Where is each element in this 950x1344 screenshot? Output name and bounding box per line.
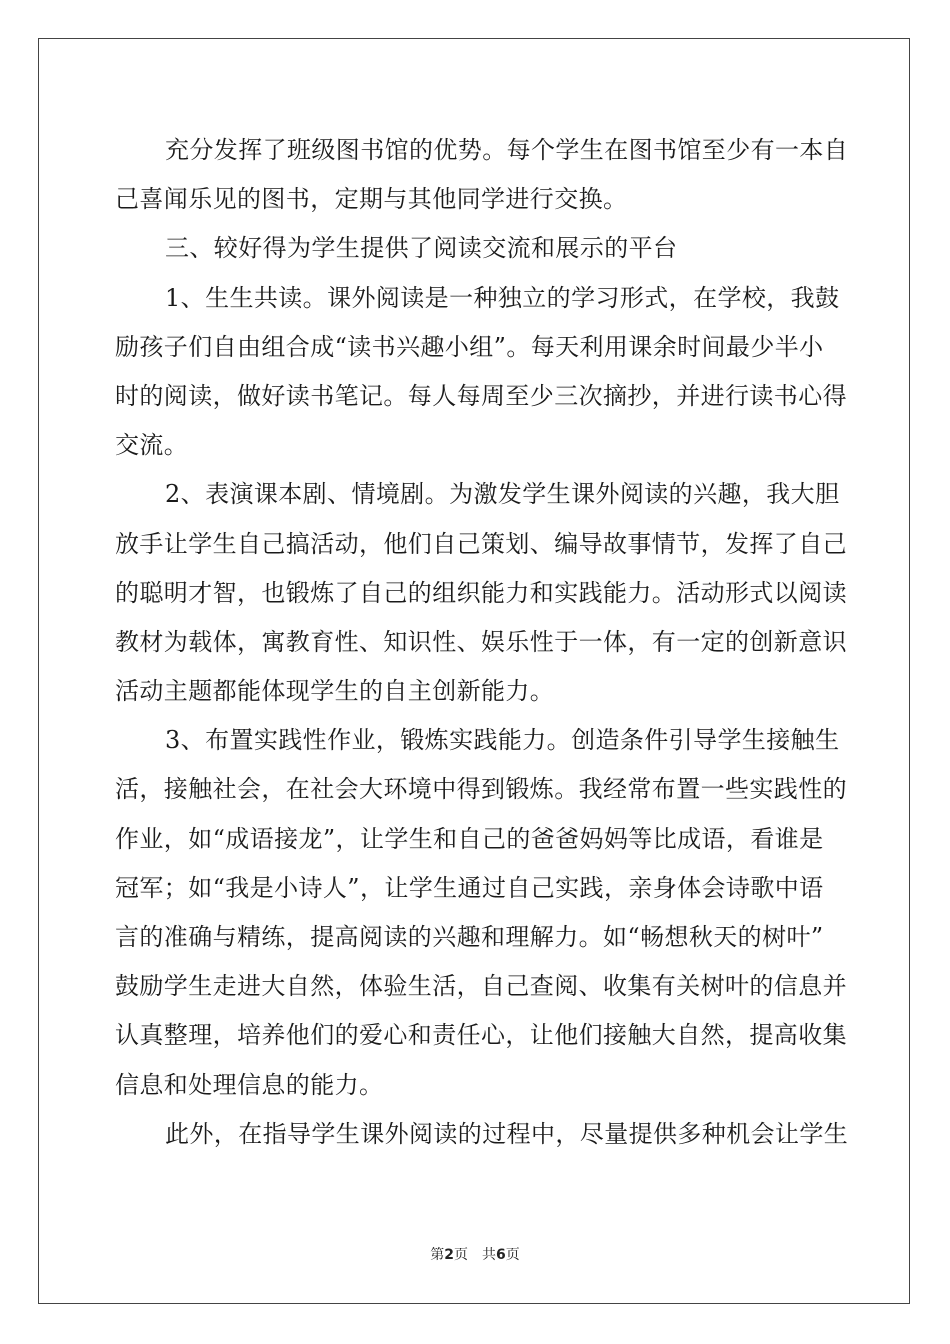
text-line: 放手让学生自己搞活动，他们自己策划、编导故事情节，发挥了自己 [115, 529, 847, 558]
page-number-label: 第2页 [430, 1247, 468, 1263]
text-line: 3、布置实践性作业，锻炼实践能力。创造条件引导学生接触生 [165, 726, 840, 755]
section-heading: 三、较好得为学生提供了阅读交流和展示的平台 [165, 234, 678, 263]
text-line: 己喜闻乐见的图书，定期与其他同学进行交换。 [115, 185, 628, 214]
text-line: 活，接触社会，在社会大环境中得到锻炼。我经常布置一些实践性的 [115, 775, 847, 804]
text-line: 时的阅读，做好读书笔记。每人每周至少三次摘抄，并进行读书心得 [115, 381, 847, 410]
text-line: 言的准确与精练，提高阅读的兴趣和理解力。如“畅想秋天的树叶” [115, 923, 824, 951]
text-line: 2、表演课本剧、情境剧。为激发学生课外阅读的兴趣，我大胆 [165, 480, 840, 509]
text-line: 认真整理，培养他们的爱心和责任心，让他们接触大自然，提高收集 [115, 1021, 847, 1050]
text-line: 充分发挥了班级图书馆的优势。每个学生在图书馆至少有一本自 [165, 136, 849, 164]
document-body [115, 126, 849, 1159]
text-line: 活动主题都能体现学生的自主创新能力。 [115, 677, 555, 706]
text-line: 作业，如“成语接龙”，让学生和自己的爸爸妈妈等比成语，看谁是 [115, 824, 824, 853]
text-line: 此外，在指导学生课外阅读的过程中，尽量提供多种机会让学生 [165, 1119, 849, 1148]
page-footer [0, 1244, 950, 1264]
text-line: 冠军；如“我是小诗人”，让学生通过自己实践，亲身体会诗歌中语 [115, 873, 824, 902]
text-line: 的聪明才智，也锻炼了自己的组织能力和实践能力。活动形式以阅读 [115, 578, 847, 607]
text-line: 励孩子们自由组合成“读书兴趣小组”。每天利用课余时间最少半小 [115, 332, 824, 361]
text-line: 信息和处理信息的能力。 [115, 1070, 384, 1099]
text-line: 教材为载体，寓教育性、知识性、娱乐性于一体，有一定的创新意识 [115, 627, 847, 656]
text-line: 1、生生共读。课外阅读是一种独立的学习形式，在学校，我鼓 [165, 283, 840, 312]
text-line: 交流。 [115, 431, 189, 460]
total-pages-label: 共6页 [482, 1247, 520, 1263]
text-line: 鼓励学生走进大自然，体验生活，自己查阅、收集有关树叶的信息并 [115, 972, 847, 1001]
